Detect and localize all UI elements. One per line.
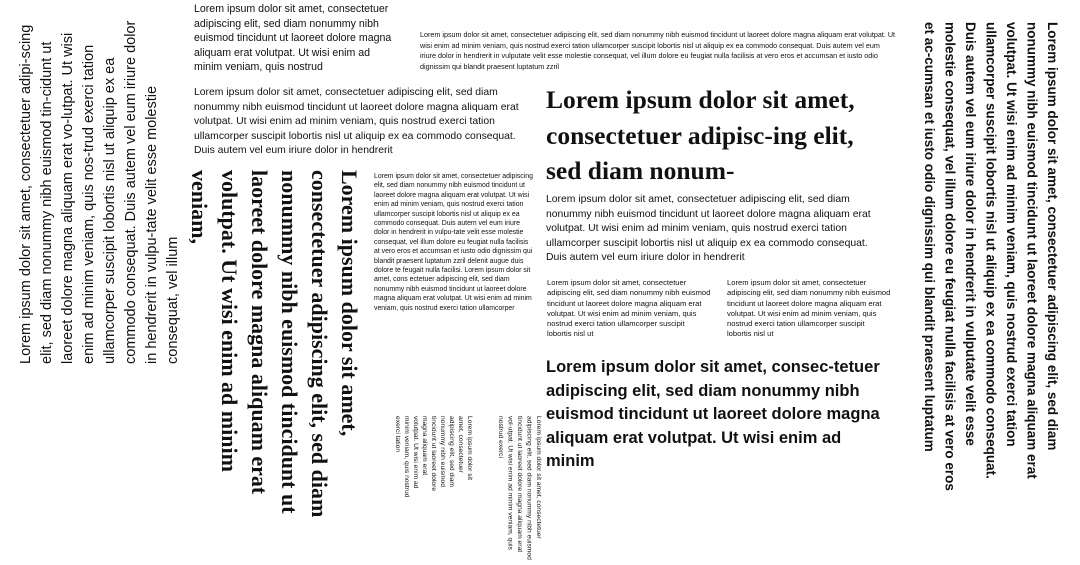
tiny-vertical-block-a: Lorem ipsum dolor sit amet, consectetuer adipiscing elit, sed diam nonummy nibh euismod tincidunt ut laoreet dolore magna aliquam erat volutpat. Ut wisi enim ad minim veniam, quis nostrud exerci tation [394, 416, 473, 498]
top-small-paragraph: Lorem ipsum dolor sit amet, consectetuer adipiscing elit, sed diam nonummy nibh euismod tincidunt ut laoreet dolore magna aliquam erat volutpat. Ut wisi enim ad minim veniam, quis nostrud [194, 3, 392, 74]
center-paragraph: Lorem ipsum dolor sit amet, consectetuer adipiscing elit, sed diam nonummy nibh euismod tincidunt ut laoreet dolore magna aliquam erat volutpat. Ut wisi enim ad minim veniam, quis nostrud exerci tation ullamcorper suscipit lobortis nisl ut aliquip ex ea commodo consequat. Duis autem vel eum iriure dolor in hendrerit [546, 194, 871, 264]
top-tiny-paragraph: Lorem ipsum dolor sit amet, consectetuer adipiscing elit, sed diam nonummy nibh euismod tincidunt ut laoreet dolore magna aliquam erat volutpat. Ut wisi enim ad minim veniam, quis nostrud exerci tation ullamcorper suscipit lobortis nisl ut aliquip ex ea commodo consequat. Duis autem vel eum iriure dolor in hendrerit in vulputate velit esse molestie consequat, vel illum dolore eu feugiat nulla facilisis at vero eros et accumsan et iusto odio dignissim qui blandit praesent luptatum zzril [420, 30, 896, 71]
small-column-right: Lorem ipsum dolor sit amet, consectetuer adipiscing elit, sed diam nonummy nibh euismod tincidunt ut laoreet dolore magna aliquam erat volutpat. Ut wisi enim ad minim veniam, quis nostrud exerci tation ullamcorper suscipit lobortis nisl ut [727, 278, 891, 339]
bold-sans-paragraph: Lorem ipsum dolor sit amet, consec-tetuer adipiscing elit, sed diam nonummy nibh euismod tincidunt ut laoreet dolore magna aliquam erat volutpat. Ut wisi enim ad minim [546, 358, 880, 470]
tiny-vertical-block-b: Lorem ipsum dolor sit amet, consectetuer adipiscing elit, sed diam nonummy nibh euismod tincidunt ut laoreet dolore magna aliquam erat vol-utpat. Ut wisi enim ad minim veniam, quis nostrud exerci [497, 416, 542, 560]
right-vertical-paragraph: Lorem ipsum dolor sit amet, consectetuer adipiscing elit, sed diam nonummy nibh euismod tincidunt ut laoreet dolore magna aliquam erat volutpat. Ut wisi enim ad minim veniam, quis nostrud exerci tation ullamcorper suscipit lobortis nisl ut aliquip ex ea commodo consequat. Duis autem vel eum iriure dolor in hendrerit in vulputate velit esse molestie consequat, vel illum dolore eu feugiat nulla facilisis at vero eros et ac-cumsan et iusto odio dignissim qui blandit praesent luptatum [922, 22, 1060, 491]
serif-heading: Lorem ipsum dolor sit amet, consectetuer adipisc-ing elit, sed diam nonum- [546, 85, 855, 185]
narrow-column-paragraph: Lorem ipsum dolor sit amet, consectetuer adipiscing elit, sed diam nonummy nibh euismod tincidunt ut laoreet dolore magna aliquam erat volutpat. Ut wisi enim ad minim veniam, quis nostrud exerci tation ullamcorper suscipit lobortis nisl ut aliquip ex ea commodo consequat. Duis autem vel eum iriure dolor in hendrerit in vulpu-tate velit esse molestie consequat, vel illum dolore eu feugiat nulla facilisis at vero eros et accumsan et iusto odio dignissim qui blandit praesent luptatum zzril delenit augue duis dolore te feugait nulla facilisi. Lorem ipsum dolor sit amet, cons ectetuer adipiscing elit, sed diam nonummy nibh euismod tincidunt ut laoreet dolore magna aliquam erat volutpat. Ut wisi enim ad minim veniam, quis nostrud exerci tation ullamcorper [374, 173, 533, 312]
serif-vertical-heading: Lorem ipsum dolor sit amet, consectetuer adipiscing elit, sed diam nonummy nibh euismod tincidunt ut laoreet dolore magna aliquam erat volutpat. Ut wisi enim ad minim veniam, [187, 170, 362, 518]
small-column-left: Lorem ipsum dolor sit amet, consectetuer adipiscing elit, sed diam nonummy nibh euismod tincidunt ut laoreet dolore magna aliquam erat volutpat. Ut wisi enim ad minim veniam, quis nostrud exerci tation ullamcorper suscipit lobortis nisl ut [547, 278, 711, 339]
left-vertical-paragraph: Lorem ipsum dolor sit amet, consectetuer adipi-scing elit, sed diam nonummy nibh euismod tin-cidunt ut laoreet dolore magna aliquam erat vo-lutpat. Ut wisi enim ad minim veniam, quis nos-trud exerci tation ullamcorper suscipit lobortis nisl ut aliquip ex ea commodo consequat. Duis autem vel eum iriure dolor in hendrerit in vulpu-tate velit esse molestie consequat, vel illum [18, 20, 181, 364]
mid-left-paragraph: Lorem ipsum dolor sit amet, consectetuer adipiscing elit, sed diam nonummy nibh euismod tincidunt ut laoreet dolore magna aliquam erat volutpat. Ut wisi enim ad minim veniam, quis nostrud exerci tation ullamcorper suscipit lobortis nisl ut aliquip ex ea commodo consequat. Duis autem vel eum iriure dolor in hendrerit [194, 87, 519, 157]
